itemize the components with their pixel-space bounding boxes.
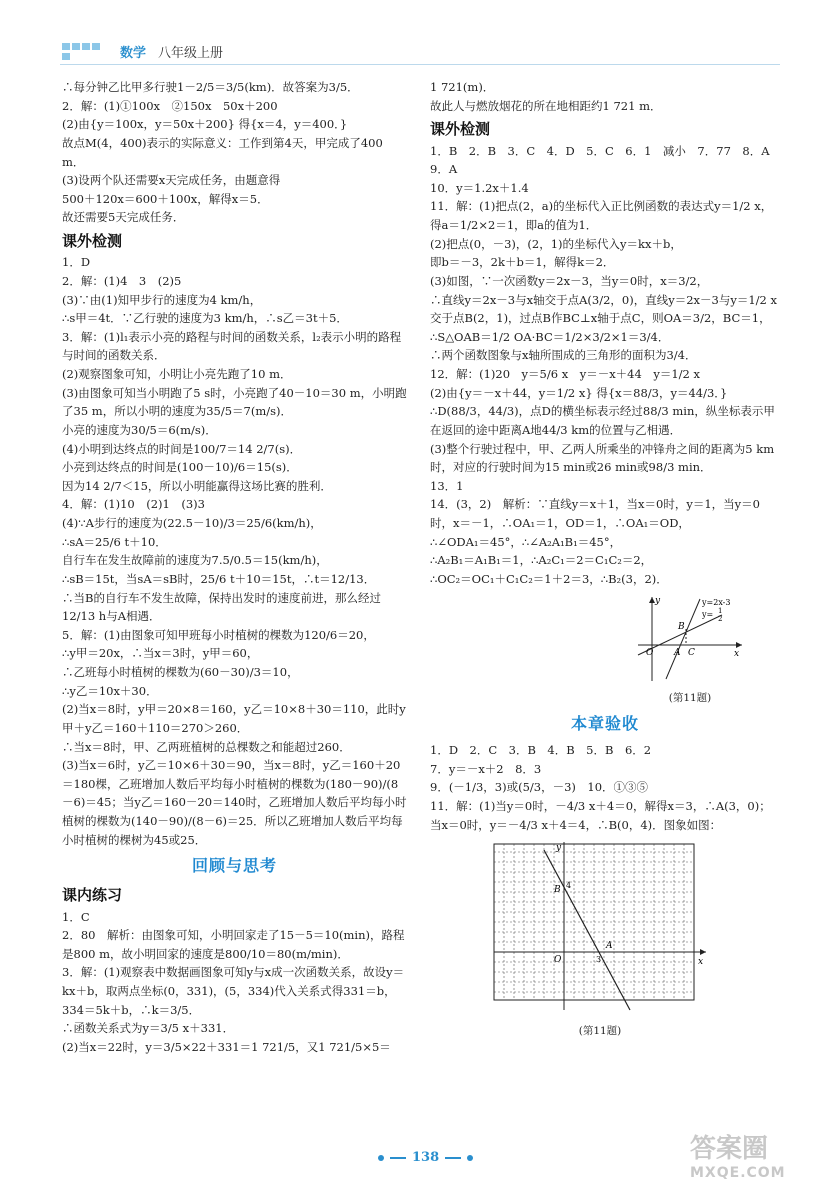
answer-line: (4)∵A步行的速度为(22.5－10)/3＝25/6(km/h)， — [62, 516, 322, 531]
answer-line: 4．解：(1)10 (2)1 (3)3 — [62, 497, 205, 512]
fig11-point-c: C — [688, 647, 695, 658]
answer-line: 3．解：(1)l₁表示小亮的路程与时间的函数关系，l₂表示小明的路程与时间的函数关系． — [62, 329, 402, 363]
grid-tick-3: 3 — [596, 955, 602, 965]
watermark-title: 答案圈 — [690, 1134, 769, 1164]
answer-line: ∴乙班每小时植树的棵数为(60－30)/3＝10， — [62, 665, 299, 680]
answer-line: 7．y＝－x＋2 8．3 — [430, 761, 542, 776]
answer-line: ∴直线y＝2x－3与x轴交于点A(3/2，0)，直线y＝2x－3与y＝1/2 x交于点B(2，1)，过点B作BC⊥x轴于点C，则OA＝3/2，BC＝1， — [430, 292, 777, 326]
grade-label: 八年级上册 — [158, 46, 224, 61]
fig11-line1-label: y=2x-3 — [702, 597, 731, 607]
figure-11-grid-graph — [490, 840, 710, 1015]
figure-11-caption: (第11题) — [668, 692, 712, 705]
answer-line: 2．80 解析：由图象可知，小明回家走了15－5＝10(min)，路程是800 m，故小明回家的速度是800/10＝80(m/min)． — [62, 928, 405, 961]
answer-line: 2．解：(1)4 3 (2)5 — [62, 273, 182, 288]
grid-origin: O — [554, 955, 562, 966]
answer-line: 11．解：(1)当y＝0时，－4/3 x＋4＝0，解得x＝3，∴A(3，0)；当x＝0时，y＝－4/3 x＋4＝4，∴B(0，4)．图象如图： — [430, 798, 771, 832]
fig11-line2-frac-num: 1 — [718, 606, 723, 615]
watermark — [690, 1128, 810, 1192]
answer-line: 即b＝－3，2k＋b＝1，解得k＝2． — [430, 255, 615, 270]
answer-line: 2．解：(1)①100x ②150x 50x＋200 — [62, 98, 278, 113]
answer-line: ∴D(88/3，44/3)，点D的横坐标表示经过88/3 min，纵坐标表示甲在返回的途中距离A地44/3 km的位置与乙相遇． — [430, 404, 775, 437]
grid-figure-caption: (第11题) — [578, 1024, 622, 1037]
answer-line: 3．解：(1)观察表中数据画图象可知y与x成一次函数关系，故设y＝kx＋b，取两点坐标(0，331)，(5，334)代入关系式得331＝b，334＝5k＋b，∴k＝3/5． — [62, 965, 405, 1017]
answer-line: 自行车在发生故障前的速度为7.5/0.5＝15(km/h)， — [62, 553, 328, 568]
grid-point-b: B — [554, 885, 561, 896]
page-header — [62, 42, 223, 61]
answer-line: 9．(－1/3，3)或(5/3，－3) 10．①③⑤ — [430, 780, 649, 795]
answer-line: 10．y＝1.2x＋1.4 — [430, 180, 529, 195]
left-column — [62, 78, 407, 1057]
answer-line: 12．解：(1)20 y＝5/6 x y＝－x＋44 y＝1/2 x — [430, 367, 700, 382]
answer-line: 13．1 — [430, 478, 464, 493]
answer-line: ∴当x＝8时，甲、乙两班植树的总棵数之和能超过260． — [62, 739, 351, 754]
answer-line: ∴两个函数图象与x轴所围成的三角形的面积为3/4． — [430, 348, 697, 363]
answer-line: 故还需要5天完成任务． — [62, 210, 185, 225]
answer-line: 5．解：(1)由图象可知甲班每小时植树的棵数为120/6＝20， — [62, 627, 375, 642]
page-number — [378, 1150, 473, 1165]
answer-line: ∴当B的自行车不发生故障，保持出发时的速度前进，那么经过12/13 h与A相遇． — [62, 590, 381, 624]
answer-line: 1 721(m)． — [430, 80, 495, 94]
review-banner: 回顾与思考 — [191, 856, 277, 876]
answer-line: ∴sB＝15t，当sA＝sB时，25/6 t＋10＝15t，∴t＝12/13． — [62, 571, 376, 586]
subject-label: 数学 — [120, 46, 147, 61]
section-heading: 课外检测 — [430, 120, 491, 139]
answer-line: (2)当x＝8时，y甲＝20×8＝160，y乙＝10×8＋30＝110，此时y甲＋y乙＝160＋110＝270＞260． — [62, 702, 406, 735]
answer-line: (2)当x＝22时，y＝3/5×22＋331＝1 721/5，又1 721/5×5＝ — [62, 1039, 391, 1054]
answer-line: ∴S△OAB＝1/2 OA·BC＝1/2×3/2×1＝3/4． — [430, 329, 670, 344]
section-heading: 课内练习 — [62, 886, 123, 905]
right-column-top — [430, 78, 780, 589]
right-column-bottom — [430, 741, 780, 834]
right-column — [430, 78, 780, 1040]
section-heading: 课外检测 — [62, 232, 123, 250]
answer-line: 500＋120x＝600＋100x，解得x＝5． — [62, 191, 269, 206]
grid-x-label: x — [698, 957, 704, 968]
answer-line: 11．解：(1)把点(2，a)的坐标代入正比例函数的表达式y＝1/2 x，得a＝1/2×2＝1，即a的值为1． — [430, 199, 773, 233]
answer-line: 1．D — [62, 255, 91, 270]
answer-line: ∴每分钟乙比甲多行驶1－2/5＝3/5(km)．故答案为3/5． — [62, 80, 359, 94]
answer-line: 小亮的速度为30/5＝6(m/s)． — [62, 422, 217, 437]
fig11-point-b: B — [678, 621, 685, 632]
answer-line: (3)当x＝6时，y乙＝10×6＋30＝90，当x＝8时，y乙＝160＋20＝180棵，乙班增加人数后平均每小时植树的棵数为(180－90)/(8－6)＝45；当y乙＝160－20＝140时，乙班增加人数后平均每小时植树的棵数为(140－90)/(8－6)＝25．所以乙班增加人数后平均每小时植树的棵树为45或25． — [62, 758, 407, 847]
answer-line: 14．(3，2) 解析：∵直线y＝x＋1，当x＝0时，y＝1，当y＝0时，x＝－1，∴OA₁＝1，OD＝1，∴OA₁＝OD， — [430, 497, 760, 531]
answer-line: (3)∵由(1)知甲步行的速度为4 km/h， — [62, 292, 262, 307]
header-divider — [60, 64, 780, 65]
answer-line: (3)如图，∵一次函数y＝2x－3，当y＝0时，x＝3/2， — [430, 273, 709, 288]
answer-line: 故此人与燃放烟花的所在地相距约1 721 m． — [430, 98, 662, 113]
chapter-review-banner: 本章验收 — [570, 714, 639, 734]
grid-y-label: y — [556, 843, 562, 854]
answer-line: 1．D 2．C 3．B 4．B 5．B 6．2 — [430, 743, 652, 758]
answer-line: ∴函数关系式为y＝3/5 x＋331． — [62, 1021, 235, 1036]
fig11-line2-label-prefix: y= — [702, 609, 714, 619]
fig11-y-label: y — [655, 595, 661, 606]
figure-11-graph — [630, 593, 750, 683]
answer-line: 1．C — [62, 909, 90, 924]
answer-line: (2)由{y＝100x，y＝50x＋200} 得{x＝4，y＝400．} — [62, 117, 348, 132]
answer-line: ∴y乙＝10x＋30． — [62, 683, 158, 698]
answer-line: ∴s甲＝4t．∵乙行驶的速度为3 km/h，∴s乙＝3t＋5． — [62, 311, 348, 326]
answer-line: 因为14 2/7＜15，所以小明能赢得这场比赛的胜利． — [62, 478, 332, 493]
answer-line: (2)把点(0，－3)，(2，1)的坐标代入y＝kx＋b， — [430, 236, 682, 251]
answer-line: (2)由{y＝－x＋44，y＝1/2 x} 得{x＝88/3，y＝44/3．} — [430, 385, 728, 400]
answer-line: 故点M(4，400)表示的实际意义：工作到第4天，甲完成了400 m． — [62, 135, 387, 169]
answer-line: (3)整个行驶过程中，甲、乙两人所乘坐的冲锋舟之间的距离为5 km时，对应的行驶时间为15 min或26 min或98/3 min． — [430, 441, 775, 475]
answer-line: (3)设两个队还需要x天完成任务，由题意得 — [62, 173, 281, 188]
series-logo — [62, 43, 108, 61]
watermark-url: MXQE.COM — [690, 1165, 786, 1181]
answer-line: (2)观察图象可知，小明让小亮先跑了10 m． — [62, 367, 292, 382]
fig11-point-a: A — [674, 647, 681, 658]
answer-line: (3)由图象可知当小明跑了5 s时，小亮跑了40－10＝30 m，小明跑了35 m，所以小明的速度为35/5＝7(m/s)． — [62, 385, 407, 419]
answer-line: ∴A₂B₁＝A₁B₁＝1，∴A₂C₁＝2＝C₁C₂＝2， — [430, 553, 653, 568]
answer-line: 1．B 2．B 3．C 4．D 5．C 6．1 减小 7．77 8．A 9．A — [430, 143, 782, 177]
answer-line: ∴∠ODA₁＝45°，∴∠A₂A₁B₁＝45°， — [430, 534, 622, 549]
answer-line: (4)小明到达终点的时间是100/7＝14 2/7(s)． — [62, 441, 302, 456]
grid-tick-4: 4 — [566, 881, 572, 891]
answer-line: ∴sA＝25/6 t＋10． — [62, 534, 167, 549]
answer-line: 小亮到达终点的时间是(100－10)/6＝15(s)． — [62, 460, 298, 475]
grid-point-a: A — [606, 941, 613, 952]
page-number-text: 138 — [412, 1150, 440, 1165]
fig11-origin: O — [646, 647, 654, 658]
fig11-line2-frac-den: 2 — [718, 614, 723, 623]
answer-line: ∴OC₂＝OC₁＋C₁C₂＝1＋2＝3，∴B₂(3，2)． — [430, 571, 668, 586]
answer-line: ∴y甲＝20x，∴当x＝3时，y甲＝60， — [62, 646, 259, 661]
fig11-x-label: x — [734, 648, 740, 659]
